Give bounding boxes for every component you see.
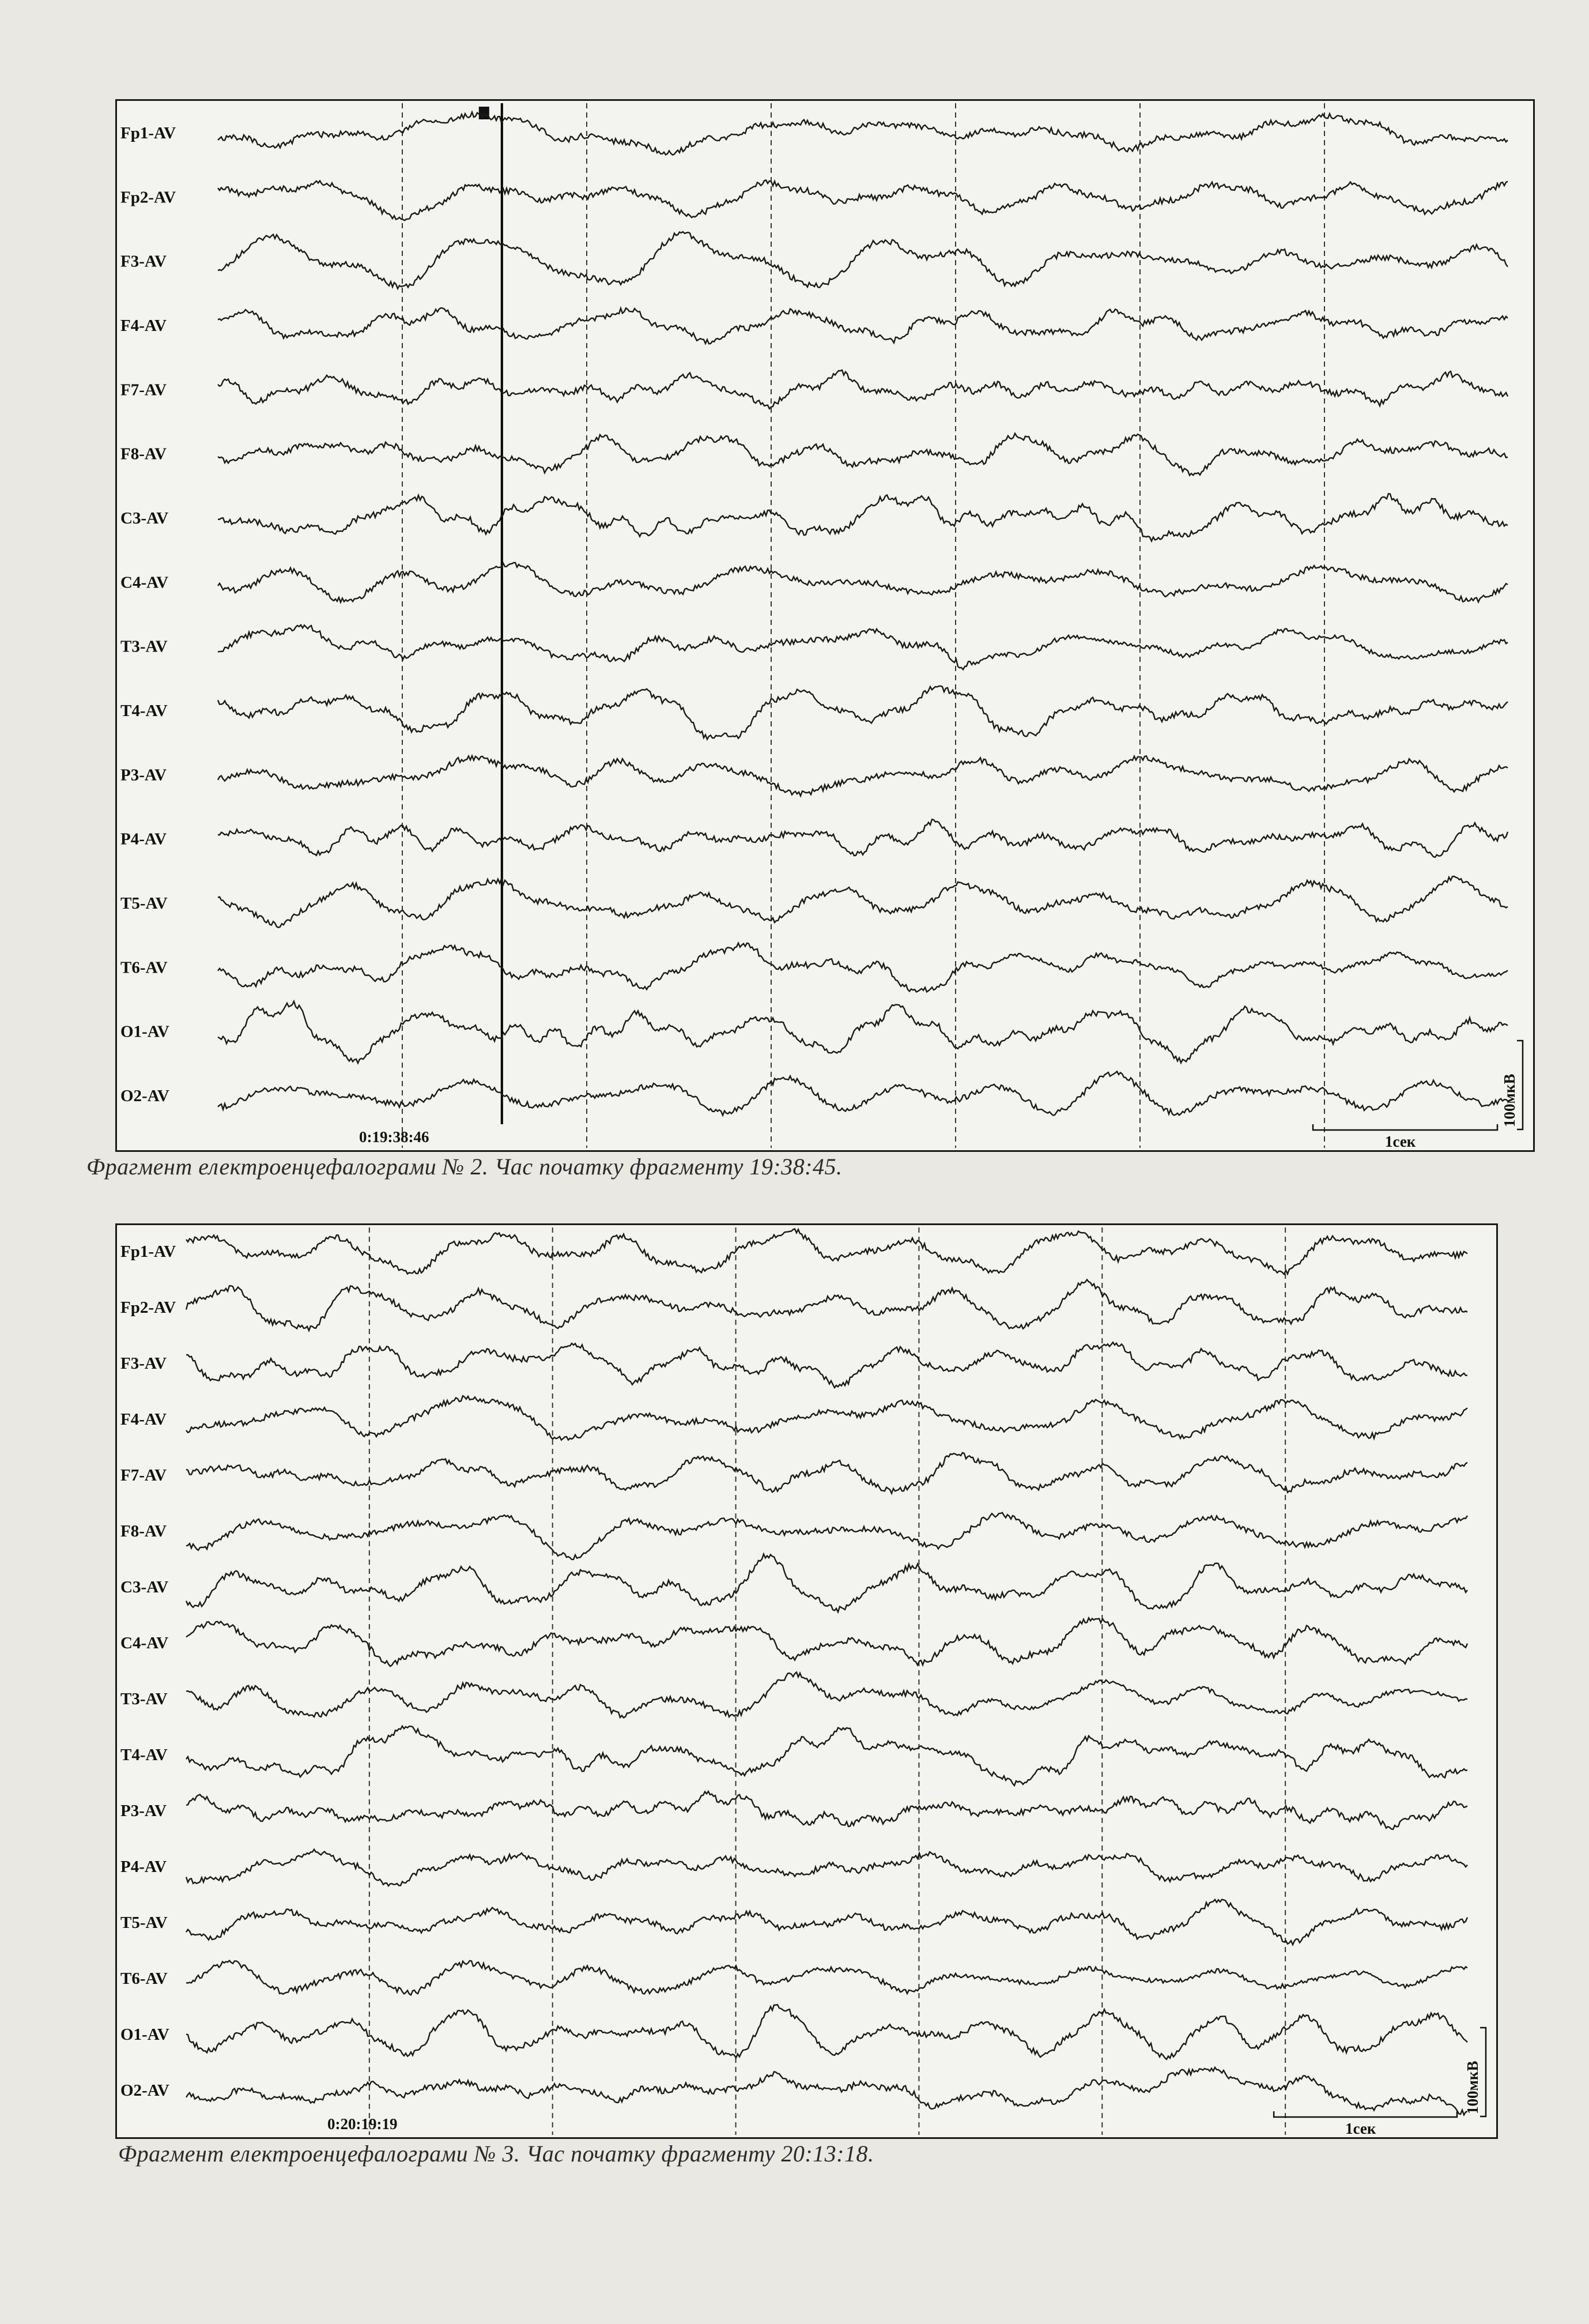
eeg-trace-f8-av [218, 434, 1508, 476]
eeg-trace-t3-av [218, 625, 1508, 670]
eeg-trace-o1-av [186, 2005, 1467, 2059]
channel-label-p4-av: P4-AV [120, 830, 167, 849]
eeg-trace-f7-av [218, 370, 1508, 409]
channel-label-t5-av: T5-AV [120, 1914, 168, 1932]
channel-label-p3-av: P3-AV [120, 766, 167, 785]
channel-label-t6-av: T6-AV [120, 958, 168, 977]
eeg-trace-t3-av [186, 1673, 1467, 1718]
eeg-trace-c3-av [218, 494, 1508, 541]
channel-label-t3-av: T3-AV [120, 637, 168, 656]
amplitude-scale-label: 100мкВ [1464, 2061, 1481, 2114]
eeg-trace-f4-av [186, 1396, 1467, 1440]
channel-label-o2-av: O2-AV [120, 1087, 169, 1105]
eeg-trace-f3-av [218, 232, 1508, 289]
eeg-trace-o2-av [218, 1071, 1508, 1115]
channel-label-f7-av: F7-AV [120, 1466, 167, 1485]
eeg-trace-o1-av [218, 1001, 1508, 1063]
eeg-fragment-2-chart [117, 101, 1533, 1150]
channel-label-t6-av: T6-AV [120, 1969, 168, 1988]
time-scale-bar [1274, 2111, 1457, 2117]
channel-label-t4-av: T4-AV [120, 1746, 168, 1764]
eeg-trace-fp2-av [186, 1280, 1467, 1331]
eeg-trace-t5-av [186, 1900, 1467, 1945]
channel-label-t4-av: T4-AV [120, 702, 168, 720]
channel-label-f4-av: F4-AV [120, 317, 167, 335]
amplitude-scale-label: 100мкВ [1501, 1074, 1518, 1127]
eeg-trace-t4-av [186, 1726, 1467, 1786]
eeg-trace-p4-av [186, 1850, 1467, 1886]
channel-label-c3-av: C3-AV [120, 509, 169, 528]
eeg-trace-f3-av [186, 1342, 1467, 1388]
fragment-2-caption: Фрагмент електроенцефалограми № 2. Час початку фрагменту 19:38:45. [86, 1154, 843, 1180]
channel-label-f7-av: F7-AV [120, 381, 167, 400]
eeg-trace-c4-av [218, 563, 1508, 602]
eeg-fragment-3-chart [117, 1225, 1496, 2137]
eeg-fragment-2-panel [115, 99, 1535, 1152]
eeg-trace-c4-av [186, 1618, 1467, 1666]
eeg-trace-fp1-av [218, 112, 1508, 155]
channel-label-t5-av: T5-AV [120, 894, 168, 913]
eeg-fragment-3-panel [115, 1223, 1498, 2139]
eeg-trace-t4-av [218, 686, 1508, 739]
channel-label-c3-av: C3-AV [120, 1578, 169, 1596]
channel-label-o2-av: O2-AV [120, 2081, 169, 2100]
channel-label-p4-av: P4-AV [120, 1858, 167, 1876]
eeg-trace-p3-av [186, 1791, 1467, 1829]
channel-label-o1-av: O1-AV [120, 1022, 169, 1041]
eeg-trace-f7-av [186, 1453, 1467, 1494]
timestamp-label: 0:19:38:46 [359, 1128, 429, 1146]
time-scale-label: 1сек [1385, 1133, 1416, 1150]
time-scale-bar [1313, 1124, 1497, 1130]
eeg-trace-f4-av [218, 308, 1508, 344]
eeg-trace-t6-av [186, 1961, 1467, 1995]
eeg-trace-t6-av [218, 943, 1508, 992]
channel-label-p3-av: P3-AV [120, 1802, 167, 1820]
channel-label-c4-av: C4-AV [120, 573, 169, 592]
channel-label-f4-av: F4-AV [120, 1410, 167, 1429]
channel-label-f8-av: F8-AV [120, 1522, 167, 1540]
channel-label-f3-av: F3-AV [120, 1354, 167, 1373]
eeg-trace-o2-av [186, 2067, 1467, 2115]
timestamp-label: 0:20:19:19 [327, 2115, 398, 2133]
channel-label-c4-av: C4-AV [120, 1634, 169, 1652]
time-scale-label: 1сек [1345, 2120, 1376, 2137]
channel-label-fp1-av: Fp1-AV [120, 124, 176, 142]
eeg-trace-fp1-av [186, 1229, 1467, 1275]
channel-label-fp1-av: Fp1-AV [120, 1242, 176, 1261]
channel-label-t3-av: T3-AV [120, 1690, 168, 1708]
channel-label-f3-av: F3-AV [120, 252, 167, 271]
eeg-trace-f8-av [186, 1513, 1467, 1560]
eeg-trace-t5-av [218, 876, 1508, 928]
channel-label-o1-av: O1-AV [120, 2025, 169, 2044]
eeg-trace-p3-av [218, 756, 1508, 796]
channel-label-fp2-av: Fp2-AV [120, 1298, 176, 1317]
fragment-3-caption: Фрагмент електроенцефалограми № 3. Час початку фрагменту 20:13:18. [118, 2141, 874, 2167]
channel-label-fp2-av: Fp2-AV [120, 188, 176, 207]
channel-label-f8-av: F8-AV [120, 445, 167, 464]
eeg-trace-c3-av [186, 1554, 1467, 1613]
eeg-trace-fp2-av [218, 180, 1508, 220]
eeg-trace-p4-av [218, 819, 1508, 857]
